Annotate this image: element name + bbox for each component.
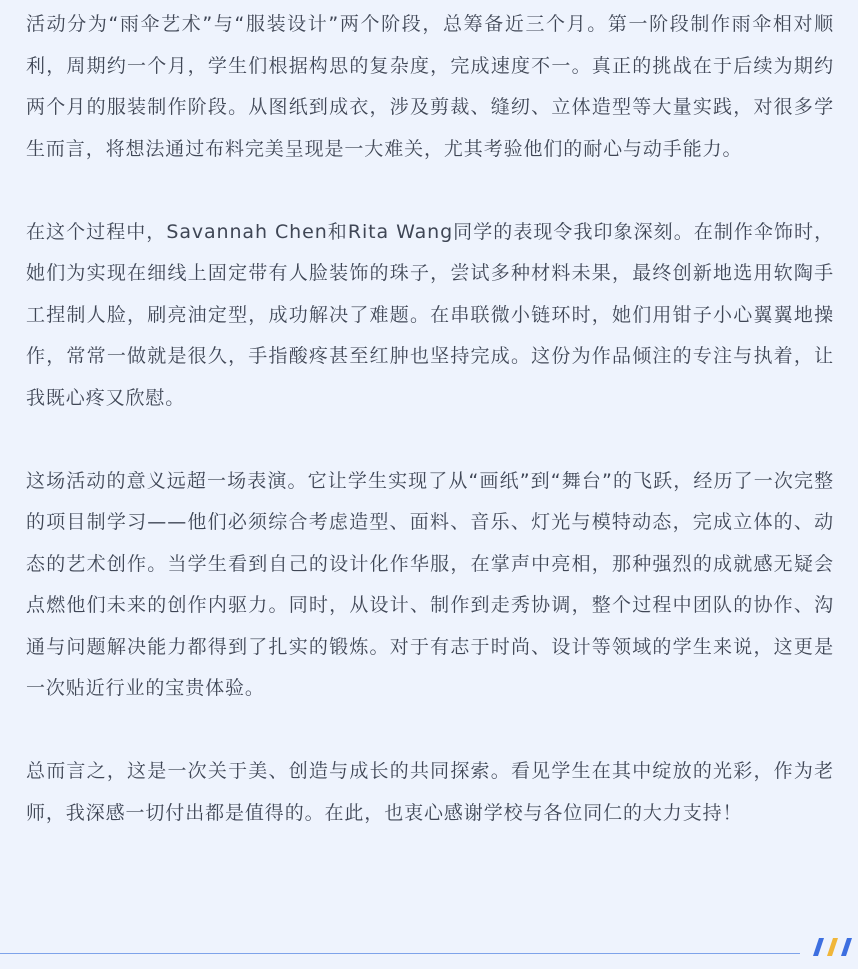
slash-decoration-icon bbox=[812, 936, 858, 958]
bottom-divider bbox=[0, 953, 800, 954]
article-body bbox=[26, 4, 834, 834]
paragraph-timeline: 活动分为“雨伞艺术”与“服装设计”两个阶段，总筹备近三个月。第一阶段制作雨伞相对顺利，周期约一个月，学生们根据构思的复杂度，完成速度不一。真正的挑战在于后续为期约两个月的服装制作阶段。从图纸到成衣，涉及剪裁、缝纫、立体造型等大量实践，对很多学生而言，将想法通过布料完美呈现是一大难关，尤其考验他们的耐心与动手能力。 bbox=[26, 13, 834, 160]
paragraph-significance: 这场活动的意义远超一场表演。它让学生实现了从“画纸”到“舞台”的飞跃，经历了一次完整的项目制学习——他们必须综合考虑造型、面料、音乐、灯光与模特动态，完成立体的、动态的艺术创作。当学生看到自己的设计化作华服，在掌声中亮相，那种强烈的成就感无疑会点燃他们未来的创作内驱力。同时，从设计、制作到走秀协调，整个过程中团队的协作、沟通与问题解决能力都得到了扎实的锻炼。对于有志于时尚、设计等领域的学生来说，这更是一次贴近行业的宝贵体验。 bbox=[26, 469, 834, 699]
paragraph-students: 在这个过程中，Savannah Chen和Rita Wang同学的表现令我印象深刻。在制作伞饰时，她们为实现在细线上固定带有人脸装饰的珠子，尝试多种材料未果，最终创新地选用软陶手工捏制人脸，刷亮油定型，成功解决了难题。在串联微小链环时，她们用钳子小心翼翼地操作，常常一做就是很久，手指酸疼甚至红肿也坚持完成。这份为作品倾注的专注与执着，让我既心疼又欣慰。 bbox=[26, 220, 834, 409]
slash-mark-2 bbox=[827, 938, 838, 956]
slash-mark-3 bbox=[841, 938, 852, 956]
slash-mark-1 bbox=[813, 938, 824, 956]
paragraph-conclusion: 总而言之，这是一次关于美、创造与成长的共同探索。看见学生在其中绽放的光彩，作为老师，我深感一切付出都是值得的。在此，也衷心感谢学校与各位同仁的大力支持！ bbox=[26, 760, 834, 824]
